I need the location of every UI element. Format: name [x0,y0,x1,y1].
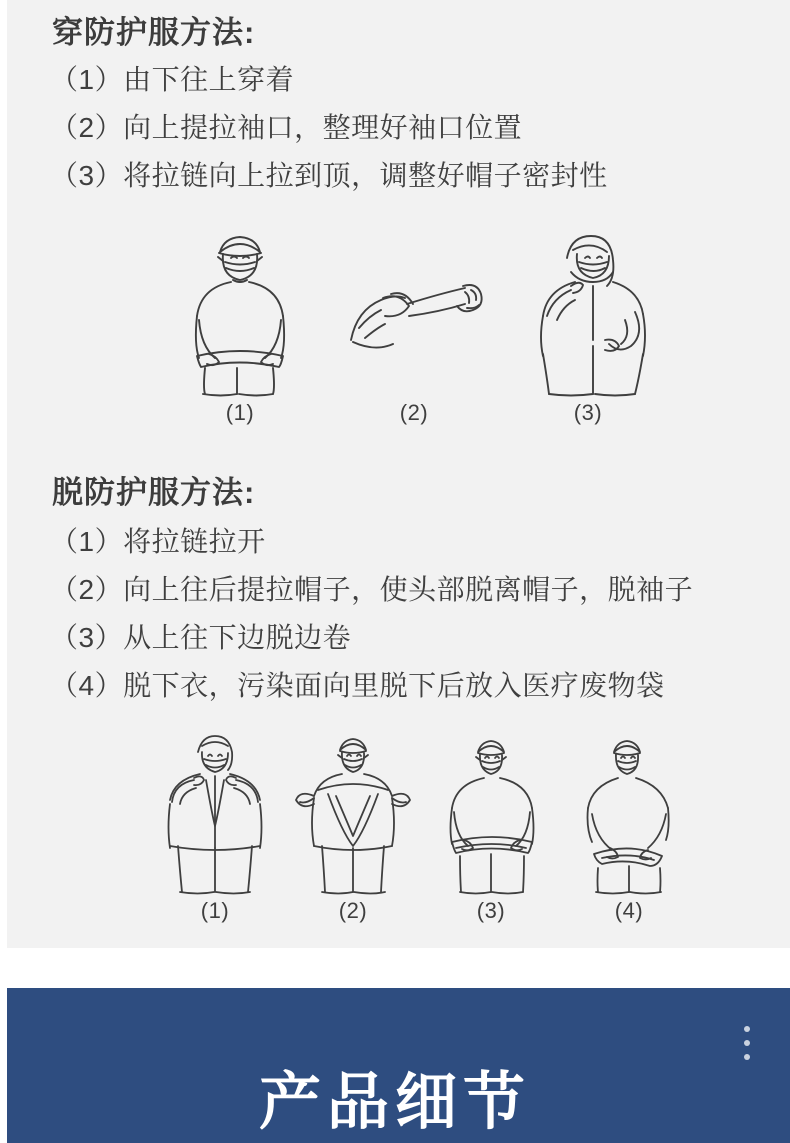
doffing-step-4: （4）脱下衣，污染面向里脱下后放入医疗废物袋 [50,670,665,702]
donning-figure-3-caption: (3) [573,400,603,425]
doffing-figure-2 [288,728,418,924]
person-pulling-suit-up-icon [165,228,315,398]
doffing-figure-3-caption: (3) [476,898,506,923]
doffing-step-3: （3）从上往下边脱边卷 [50,622,352,654]
banner-dots-decoration [744,1026,750,1060]
person-stepping-out-suit-icon [564,728,694,896]
doffing-figure-4 [564,728,694,924]
donning-figure-2 [339,228,489,426]
donning-step-2: （2）向上提拉袖口，整理好袖口位置 [50,112,523,144]
doffing-figure-3 [426,728,556,924]
doffing-step-2: （2）向上往后提拉帽子，使头部脱离帽子，脱袖子 [50,574,694,606]
donning-step-3: （3）将拉链向上拉到顶，调整好帽子密封性 [50,160,608,192]
doffing-step-list [50,518,693,711]
doffing-section-title: 脱防护服方法: [52,475,256,510]
banner-dot-1 [744,1026,750,1032]
doffing-figure-4-caption: (4) [614,898,644,923]
person-zipping-hood-icon [513,228,663,398]
product-details-banner [0,988,790,1143]
donning-step-1: （1）由下往上穿着 [50,64,295,95]
donning-figure-1 [165,228,315,426]
donning-figure-row [165,228,663,426]
person-removing-hood-icon [288,728,418,896]
arm-cuff-adjust-icon [339,228,489,398]
donning-figure-3 [513,228,663,426]
banner-dot-3 [744,1054,750,1060]
doffing-figure-1-caption: (1) [200,898,230,923]
person-unzipping-suit-icon [150,728,280,896]
donning-step-list [50,56,608,200]
banner-title: 产品细节 [258,1068,531,1137]
doffing-figure-2-caption: (2) [338,898,368,923]
donning-figure-2-caption: (2) [399,400,429,425]
donning-section-title: 穿防护服方法: [52,15,256,50]
donning-figure-1-caption: (1) [225,400,255,425]
doffing-figure-row [150,728,694,924]
person-rolling-down-suit-icon [426,728,556,896]
left-margin-stripe [0,0,7,948]
doffing-step-1: （1）将拉链拉开 [50,526,266,557]
doffing-figure-1 [150,728,280,924]
banner-dot-2 [744,1040,750,1046]
